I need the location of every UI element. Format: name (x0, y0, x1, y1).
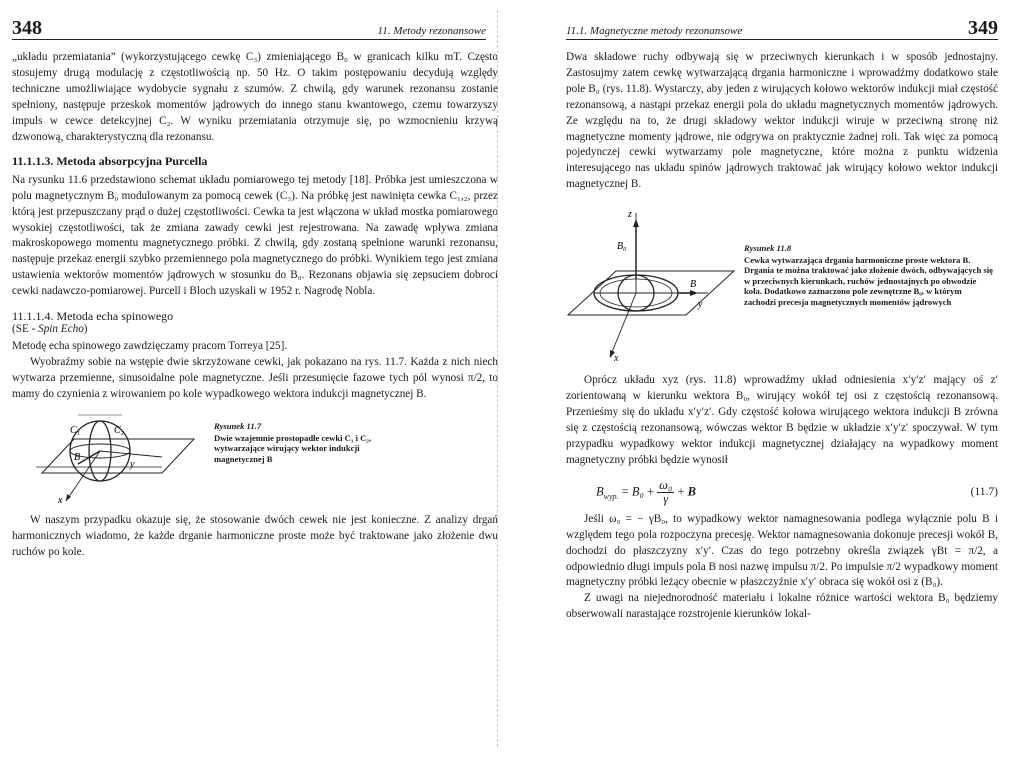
right-page (512, 0, 1024, 757)
paragraph-top: Dwa składowe ruchy odbywają się w przeciwnych kierunkach i w sposób jednostajny. Zastosujmy zatem cewkę wytwarzającą drgania harmoniczne i wprowadźmy dodatkowo stałe pole B₀ (rys. 11.8). Wystarczy, aby jeden z wirujących kołowo wektorów indukcji miał częstość rezonansową, a nastąpi przekaz energii pola do układu magnetycznych momentów jądrowych. Ze względu na to, że drugi składowy wektor indukcji wiruje w przeciwną stronę niż magnetyczne momenty jądrowe, nie odgrywa on praktycznie żadnej roli. Tak więc za pomocą pojedynczej cewki wytwarzamy pole magnetyczne, które można z punktu widzenia interesującego nas układu spinów jądrowych traktować jak wirujący kołowo wektor indukcji magnetycznej B. (566, 51, 998, 191)
crossed-coils-diagram (12, 409, 200, 509)
eq-fraction (657, 479, 674, 506)
paragraph-nonuniform: Z uwagi na niejednorodność materiału i lokalne różnice wartości wektora B₀ będziemy obserwowali narastające rozstrojenie kierunków lokal- (566, 592, 998, 621)
eq-numerator: ω₀ (659, 477, 673, 492)
label-c2: C₂ (114, 425, 125, 437)
figure-11-7-title: Rysunek 11.7 (214, 421, 262, 432)
eq-plus: + (646, 484, 655, 499)
equation-11-7 (596, 479, 998, 506)
eq-denominator: γ (663, 491, 669, 506)
paragraph-frame: Oprócz układu xyz (rys. 11.8) wprowadźmy układ odniesienia x′y′z′ mający oś z′ zorientowaną w kierunku wektora B₀, wirujący wokół tej osi z częstością rezonansową. Przenieśmy się do układu x′y′z′. Gdy częstość kołowa wirującego wektora indukcji B zrówna się z częstością rezonansową, wówczas wektor B będzie w układzie x′y′z′ spoczywał. W tym przypadku wypadkowy wektor indukcji magnetycznej działający na wypadkowy moment magnetyczny próbki będzie wynosił (566, 374, 998, 466)
left-page-header (12, 18, 486, 40)
equation-number: (11.7) (970, 486, 998, 499)
figure-11-8-title: Rysunek 11.8 (744, 243, 792, 254)
label-c1: C₁ (70, 425, 81, 437)
eq-lhs-sub: wyp. (603, 491, 619, 501)
section-subtitle (12, 323, 498, 335)
label-x: x (614, 353, 619, 365)
label-z: z (628, 209, 632, 221)
page-number: 349 (968, 17, 998, 39)
figure-11-8-caption (744, 243, 994, 307)
eq-b: B (687, 484, 696, 499)
figure-11-7-text: Dwie wzajemnie prostopadłe cewki C₁ i C₂, wytwarzające wirujący wektor indukcji magnetycznej B (214, 432, 372, 464)
eq-plus: + (677, 484, 685, 499)
eq-sign: = (621, 484, 629, 499)
paragraph-harmonic: W naszym przypadku okazuje się, że stosowanie dwóch cewek nie jest konieczne. Z analizy drgań harmonicznych wiadomo, że każde drganie harmoniczne proste może być traktowane jako złożenie dwu ruchów po kole. (12, 514, 498, 558)
paragraph-if: Jeśli ω₀ = − γB₀, to wypadkowy wektor namagnesowania podlega wyłącznie polu B i względem tego pola rozpoczyna precesję. Wektor namagnesowania dokonuje precesji wokół B, dochodzi do płaszczyzny x′y′. Czas do tego potrzebny określa związek γBt = π/2, a odpowiednio długi impuls pola B nosi nazwę impulsu π/2. Po impulsie π/2 wypadkowy moment magnetyczny próbki leżący obecnie w płaszczyźnie x′y′ obraca się wokół osi z (B₀). (566, 512, 998, 589)
figure-11-8 (566, 207, 998, 369)
single-coil-diagram (566, 207, 738, 369)
eq-b0: B₀ (631, 484, 644, 499)
running-head: 11.1. Magnetyczne metody rezonansowe (566, 24, 743, 37)
figure-11-7 (12, 409, 498, 509)
subtitle-prefix: (SE - (12, 323, 39, 336)
label-b: B (690, 279, 697, 291)
label-b: B (74, 452, 81, 464)
label-b0: B₀ (617, 241, 627, 253)
paragraph-two-coils: Wyobraźmy sobie na wstępie dwie skrzyżowane cewki, jak pokazano na rys. 11.7. Każda z nich niech wytwarza przemienne, sinusoidalne pole magnetyczne. Jeśli przesunięcie fazowe tych pól wynosi π/2, to mamy do czynienia z wirowaniem po kole wypadkowego wektora indukcji magnetycznej B. (12, 356, 498, 401)
label-y: y (130, 459, 135, 471)
right-page-header (566, 18, 998, 40)
subtitle-suffix: ) (83, 323, 88, 336)
subtitle-italic: Spin Echo (38, 323, 84, 336)
section-heading-spin-echo: 11.1.1.4. Metoda echa spinowego (12, 309, 174, 324)
figure-11-8-text: Cewka wytwarzająca drgania harmoniczne proste wektora B. Drgania te można traktować jako złożenie dwóch, odbywających się w przeciwnych kierunkach, ruchów jednostajnych po obwodzie koła. Dodatkowo zaznaczono pole zewnętrzne B₀, w którym zachodzi precesja magnetycznych momentów jądrowych (744, 254, 993, 307)
label-y: y (698, 299, 703, 311)
section-heading-purcell: 11.1.1.3. Metoda absorpcyjna Purcella (12, 154, 208, 169)
paragraph-torrey: Metodę echa spinowego zawdzięczamy pracom Torreya [25]. (12, 340, 288, 353)
paragraph-purcell: Na rysunku 11.6 przedstawiono schemat układu pomiarowego tej metody [18]. Próbka jest umieszczona w polu magnetycznym B₀ modulowanym za pomocą cewek (C₃). Na próbkę jest nawinięta cewka C₁,₂, przez którą jest przepuszczany prąd o dużej częstotliwości. Cewka ta jest włączona w układ mostka pomiarowego wysokiej częstotliwości, tak że zmiana zawady cewki jest rejestrowana. Na zawadę wpływa zmiana makroskopowego momentu magnetycznego próbki. Z chwilą, gdy zostaną spełnione warunki rezonansu, następuje przekaz energii szybko przemiennego pola magnetycznego do próbki. Wynikiem tego jest zmiana ustawienia wektorów momentów jądrowych w stosunku do B₀. Rezonans objawia się zepsuciem dobroci cewki nadawczo-pomiarowej. Purcell i Bloch uzyskali w 1952 r. Nagrodę Nobla. (12, 173, 498, 298)
page-number: 348 (12, 17, 42, 39)
page-gutter (497, 10, 498, 747)
paragraph-intro: „układu przemiatania” (wykorzystującego cewkę C₃) zmieniającego B₀ w granicach kilku mT. Często stosujemy drugą modulację z częstotliwością np. 50 Hz. O takim postępowaniu decydują względy techniczne umożliwiające wydobycie sygnału z szumów. Z chwilą, gdy warunek rezonansu zostanie spełniony, następuje przeskok momentów jądrowych do innego stanu kwantowego, czemu towarzyszy impuls w cewce detekcyjnej C₂. W wyniku przemiatania otrzymuje się, po wzmocnieniu krzywą dzwonową, charakterystyczną dla rezonansu. (12, 51, 498, 143)
running-head: 11. Metody rezonansowe (377, 24, 486, 37)
figure-11-7-caption (214, 421, 404, 464)
equation-body (596, 479, 696, 506)
eq-lhs: B (596, 484, 604, 499)
label-x: x (58, 495, 63, 507)
